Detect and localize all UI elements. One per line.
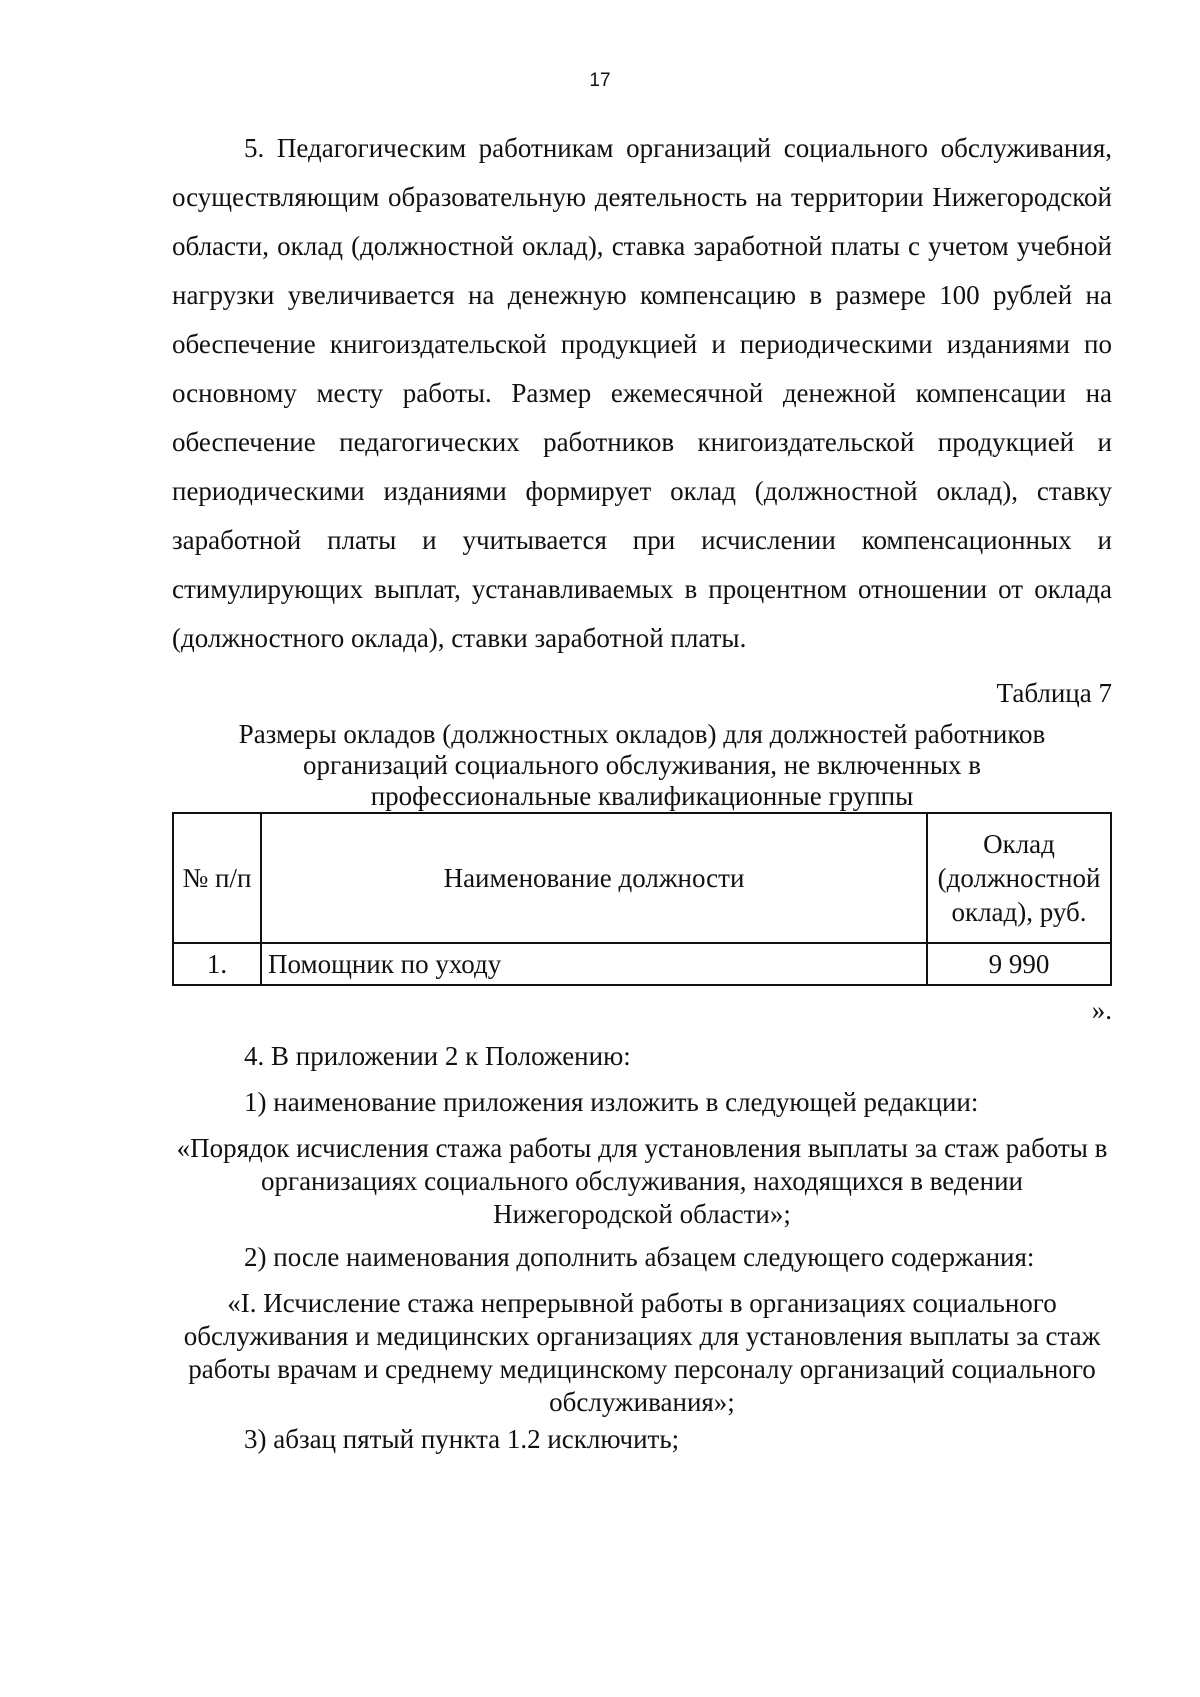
table-title: Размеры окладов (должностных окладов) для должностей работников организаций социального обслуживания, не включенных в профессиональные квалификационные группы (238, 719, 1046, 811)
document-body (172, 124, 1112, 1459)
subitem-1: 1) наименование приложения изложить в следующей редакции: (244, 1087, 979, 1117)
row-num: 1. (173, 943, 261, 985)
subitem-2: 2) после наименования дополнить абзацем следующего содержания: (244, 1242, 1035, 1272)
salary-table (172, 812, 1112, 986)
table-header-row (173, 813, 1111, 943)
header-salary: Оклад (должностной оклад), руб. (927, 813, 1111, 943)
closing-quote: ». (1091, 995, 1112, 1025)
quote-1: «Порядок исчисления стажа работы для установления выплаты за стаж работы в организациях социального обслуживания, находящихся в ведении Нижегородской области»; (176, 1133, 1108, 1229)
table-label: Таблица 7 (996, 678, 1112, 708)
header-num: № п/п (173, 813, 261, 943)
table-row (173, 943, 1111, 985)
subitem-3: 3) абзац пятый пункта 1.2 исключить; (244, 1424, 680, 1454)
header-position-name: Наименование должности (261, 813, 927, 943)
row-salary: 9 990 (927, 943, 1111, 985)
item-4: 4. В приложении 2 к Положению: (244, 1041, 631, 1071)
quote-2: «I. Исчисление стажа непрерывной работы в организациях социального обслуживания и медицинских организациях для установления выплаты за стаж работы врачам и среднему медицинскому персоналу организаций социального обслуживания»; (183, 1288, 1101, 1417)
paragraph-5: 5. Педагогическим работникам организаций социального обслуживания, осуществляющим образовательную деятельность на территории Нижегородской области, оклад (должностной оклад), ставка заработной платы с учетом учебной нагрузки увеличивается на денежную компенсацию в размере 100 рублей на обеспечение книгоиздательской продукцией и периодическими изданиями по основному месту работы. Размер ежемесячной денежной компенсации на обеспечение педагогических работников книгоиздательской продукцией и периодическими изданиями формирует оклад (должностной оклад), ставку заработной платы и учитывается при исчислении компенсационных и стимулирующих выплат, устанавливаемых в процентном отношении от оклада (должностного оклада), ставки заработной платы. (172, 133, 1112, 653)
row-position-name: Помощник по уходу (261, 943, 927, 985)
page-number: 17 (589, 70, 611, 91)
